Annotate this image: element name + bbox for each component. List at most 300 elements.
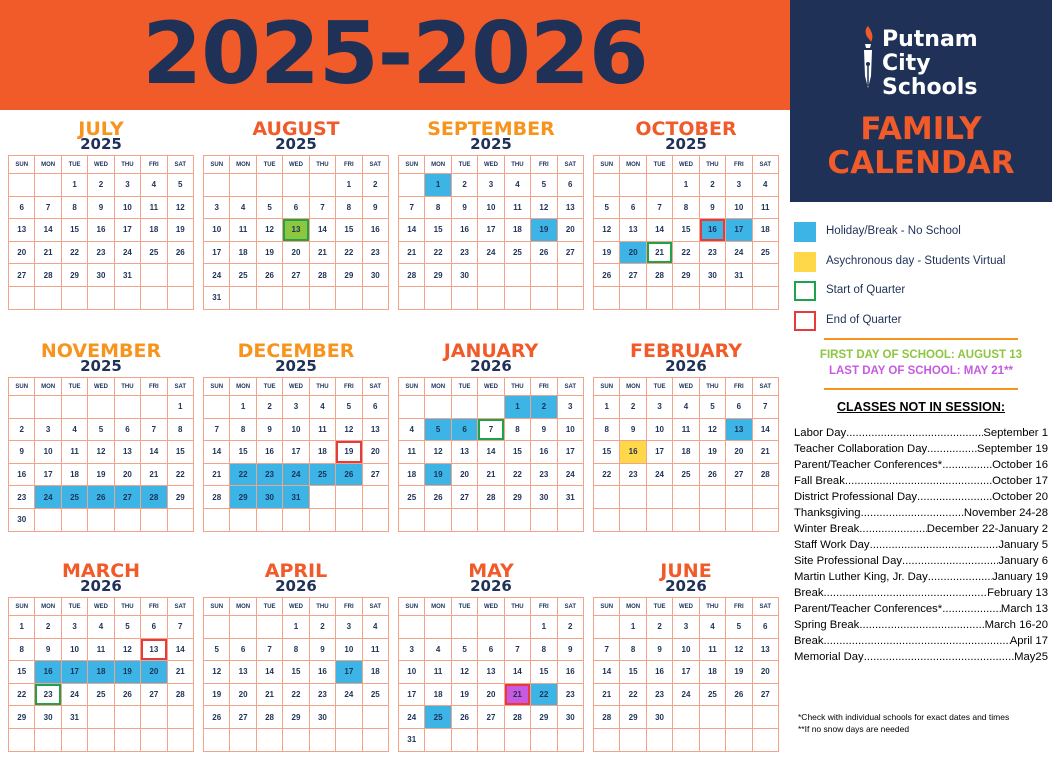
day-cell: 25 xyxy=(62,486,88,509)
day-cell: 3 xyxy=(35,419,61,442)
event-row xyxy=(794,427,1048,443)
empty-cell xyxy=(594,509,620,532)
day-cell: 10 xyxy=(62,639,88,662)
legend-swatch xyxy=(794,252,816,272)
weekday-header: SUN xyxy=(9,378,35,396)
day-cell: 3 xyxy=(673,616,699,639)
empty-cell xyxy=(62,287,88,310)
empty-cell xyxy=(425,396,451,419)
district-name-line1: Putnam xyxy=(882,27,978,52)
day-cell: 6 xyxy=(9,197,35,220)
weekday-header: MON xyxy=(35,378,61,396)
day-cell: 26 xyxy=(531,242,557,265)
weekday-header: TUE xyxy=(257,598,283,616)
weekday-header: SUN xyxy=(594,378,620,396)
weekday-header: WED xyxy=(478,598,504,616)
empty-cell xyxy=(399,396,425,419)
day-cell: 17 xyxy=(673,661,699,684)
empty-cell xyxy=(478,264,504,287)
day-cell: 13 xyxy=(726,419,752,442)
last-day-of-school: LAST DAY OF SCHOOL: MAY 21** xyxy=(828,365,1014,377)
day-cell: 23 xyxy=(558,684,584,707)
sidebar-header xyxy=(790,0,1052,202)
day-cell: 28 xyxy=(399,264,425,287)
day-cell: 8 xyxy=(425,197,451,220)
day-cell: 24 xyxy=(283,464,309,487)
day-cell: 26 xyxy=(257,264,283,287)
empty-cell xyxy=(478,396,504,419)
day-cell: 16 xyxy=(700,219,726,242)
day-cell: 20 xyxy=(620,242,646,265)
day-cell: 7 xyxy=(753,396,779,419)
day-cell: 16 xyxy=(531,441,557,464)
day-cell: 1 xyxy=(62,174,88,197)
day-cell: 13 xyxy=(141,639,167,662)
day-cell: 17 xyxy=(478,219,504,242)
day-cell: 30 xyxy=(531,486,557,509)
empty-cell xyxy=(753,706,779,729)
empty-cell xyxy=(230,509,256,532)
empty-cell xyxy=(531,264,557,287)
day-cell: 11 xyxy=(700,639,726,662)
empty-cell xyxy=(700,706,726,729)
day-cell: 1 xyxy=(168,396,194,419)
day-cell: 23 xyxy=(700,242,726,265)
day-cell: 2 xyxy=(558,616,584,639)
day-cell: 18 xyxy=(505,219,531,242)
day-cell: 21 xyxy=(141,464,167,487)
empty-cell xyxy=(141,706,167,729)
event-leader-dots xyxy=(928,571,992,587)
day-cell: 26 xyxy=(700,464,726,487)
district-name-line2: City xyxy=(882,51,931,76)
weekday-header: TUE xyxy=(62,156,88,174)
day-cell: 21 xyxy=(647,242,673,265)
weekday-header: MON xyxy=(35,598,61,616)
day-cell: 20 xyxy=(230,684,256,707)
weekday-header: MON xyxy=(620,156,646,174)
divider xyxy=(824,338,1018,340)
empty-cell xyxy=(310,174,336,197)
empty-cell xyxy=(9,174,35,197)
day-cell: 17 xyxy=(35,464,61,487)
day-cell: 28 xyxy=(478,486,504,509)
event-date: October 20 xyxy=(992,491,1048,503)
day-cell: 8 xyxy=(9,639,35,662)
empty-cell xyxy=(9,287,35,310)
day-cell: 10 xyxy=(647,419,673,442)
day-cell: 26 xyxy=(594,264,620,287)
day-cell: 4 xyxy=(399,419,425,442)
empty-cell xyxy=(531,509,557,532)
weekday-header: THU xyxy=(310,598,336,616)
day-cell: 23 xyxy=(310,684,336,707)
day-cell: 28 xyxy=(168,684,194,707)
day-cell: 13 xyxy=(363,419,389,442)
day-cell: 5 xyxy=(700,396,726,419)
day-cell: 9 xyxy=(531,419,557,442)
empty-cell xyxy=(726,486,752,509)
weekday-header: TUE xyxy=(452,378,478,396)
weekday-header: SAT xyxy=(363,378,389,396)
weekday-header: FRI xyxy=(726,156,752,174)
day-cell: 29 xyxy=(336,264,362,287)
empty-cell xyxy=(558,264,584,287)
day-cell: 29 xyxy=(283,706,309,729)
empty-cell xyxy=(558,509,584,532)
month-name: MAY xyxy=(468,560,514,582)
weekday-header: SAT xyxy=(363,156,389,174)
empty-cell xyxy=(310,509,336,532)
day-cell: 5 xyxy=(336,396,362,419)
day-cell: 31 xyxy=(115,264,141,287)
weekday-header: SAT xyxy=(168,156,194,174)
month-grid xyxy=(203,155,389,310)
day-cell: 12 xyxy=(168,197,194,220)
day-cell: 3 xyxy=(558,396,584,419)
month-june xyxy=(593,562,779,752)
empty-cell xyxy=(647,174,673,197)
day-cell: 10 xyxy=(399,661,425,684)
day-cell: 24 xyxy=(558,464,584,487)
event-name: Thanksgiving xyxy=(794,507,861,519)
empty-cell xyxy=(425,729,451,752)
day-cell: 15 xyxy=(230,441,256,464)
day-cell: 28 xyxy=(505,706,531,729)
day-cell: 18 xyxy=(62,464,88,487)
empty-cell xyxy=(336,486,362,509)
day-cell: 21 xyxy=(204,464,230,487)
day-cell: 16 xyxy=(558,661,584,684)
day-cell: 8 xyxy=(673,197,699,220)
event-date: March 16-20 xyxy=(984,619,1048,631)
empty-cell xyxy=(399,174,425,197)
day-cell: 10 xyxy=(35,441,61,464)
event-row xyxy=(794,555,1048,571)
day-cell: 25 xyxy=(88,684,114,707)
day-cell: 18 xyxy=(399,464,425,487)
event-row xyxy=(794,635,1048,651)
legend-label: Start of Quarter xyxy=(826,284,906,296)
empty-cell xyxy=(753,486,779,509)
weekday-header: THU xyxy=(310,156,336,174)
day-cell: 12 xyxy=(594,219,620,242)
day-cell: 15 xyxy=(425,219,451,242)
empty-cell xyxy=(115,287,141,310)
day-cell: 7 xyxy=(505,639,531,662)
empty-cell xyxy=(478,729,504,752)
day-cell: 19 xyxy=(204,684,230,707)
weekday-header: FRI xyxy=(141,598,167,616)
empty-cell xyxy=(168,729,194,752)
day-cell: 5 xyxy=(531,174,557,197)
month-year: 2026 xyxy=(470,357,512,375)
empty-cell xyxy=(700,287,726,310)
empty-cell xyxy=(620,729,646,752)
day-cell: 19 xyxy=(452,684,478,707)
day-cell: 22 xyxy=(168,464,194,487)
day-cell: 27 xyxy=(753,684,779,707)
footnote: **If no snow days are needed xyxy=(798,724,910,734)
day-cell: 21 xyxy=(399,242,425,265)
day-cell: 29 xyxy=(230,486,256,509)
day-cell: 10 xyxy=(673,639,699,662)
weekday-header: SAT xyxy=(753,156,779,174)
events-list xyxy=(794,427,1048,667)
day-cell: 19 xyxy=(88,464,114,487)
day-cell: 2 xyxy=(531,396,557,419)
day-cell: 27 xyxy=(620,264,646,287)
event-row xyxy=(794,539,1048,555)
day-cell: 15 xyxy=(283,661,309,684)
empty-cell xyxy=(399,509,425,532)
day-cell: 7 xyxy=(310,197,336,220)
day-cell: 22 xyxy=(620,684,646,707)
day-cell: 16 xyxy=(88,219,114,242)
day-cell: 14 xyxy=(753,419,779,442)
day-cell: 16 xyxy=(310,661,336,684)
day-cell: 11 xyxy=(62,441,88,464)
event-date: January 6 xyxy=(998,555,1048,567)
day-cell: 14 xyxy=(647,219,673,242)
empty-cell xyxy=(594,729,620,752)
day-cell: 25 xyxy=(700,684,726,707)
day-cell: 14 xyxy=(399,219,425,242)
weekday-header: WED xyxy=(88,598,114,616)
day-cell: 30 xyxy=(647,706,673,729)
empty-cell xyxy=(363,729,389,752)
weekday-header: TUE xyxy=(257,156,283,174)
empty-cell xyxy=(620,287,646,310)
day-cell: 13 xyxy=(478,661,504,684)
day-cell: 13 xyxy=(230,661,256,684)
day-cell: 14 xyxy=(257,661,283,684)
empty-cell xyxy=(753,509,779,532)
empty-cell xyxy=(9,396,35,419)
empty-cell xyxy=(283,287,309,310)
weekday-header: FRI xyxy=(141,156,167,174)
month-name: SEPTEMBER xyxy=(427,118,555,140)
month-name: FEBRUARY xyxy=(630,340,742,362)
event-date: May25 xyxy=(1014,651,1048,663)
day-cell: 24 xyxy=(726,242,752,265)
empty-cell xyxy=(88,396,114,419)
empty-cell xyxy=(141,396,167,419)
event-row xyxy=(794,443,1048,459)
empty-cell xyxy=(230,729,256,752)
day-cell: 15 xyxy=(505,441,531,464)
month-year: 2025 xyxy=(275,135,317,153)
empty-cell xyxy=(115,509,141,532)
day-cell: 30 xyxy=(363,264,389,287)
weekday-header: SAT xyxy=(558,156,584,174)
day-cell: 19 xyxy=(168,219,194,242)
day-cell: 2 xyxy=(700,174,726,197)
day-cell: 6 xyxy=(620,197,646,220)
empty-cell xyxy=(753,264,779,287)
weekday-header: FRI xyxy=(726,598,752,616)
day-cell: 22 xyxy=(62,242,88,265)
day-cell: 14 xyxy=(594,661,620,684)
weekday-header: THU xyxy=(700,378,726,396)
day-cell: 2 xyxy=(9,419,35,442)
day-cell: 4 xyxy=(230,197,256,220)
event-name: Spring Break xyxy=(794,619,860,631)
day-cell: 8 xyxy=(620,639,646,662)
day-cell: 18 xyxy=(363,661,389,684)
day-cell: 5 xyxy=(88,419,114,442)
day-cell: 30 xyxy=(9,509,35,532)
day-cell: 9 xyxy=(363,197,389,220)
day-cell: 6 xyxy=(283,197,309,220)
day-cell: 4 xyxy=(363,616,389,639)
day-cell: 24 xyxy=(62,684,88,707)
day-cell: 23 xyxy=(452,242,478,265)
empty-cell xyxy=(204,616,230,639)
empty-cell xyxy=(230,287,256,310)
month-september xyxy=(398,120,584,310)
empty-cell xyxy=(753,729,779,752)
event-name: Winter Break xyxy=(794,523,860,535)
day-cell: 19 xyxy=(531,219,557,242)
empty-cell xyxy=(35,509,61,532)
month-august xyxy=(203,120,389,310)
day-cell: 15 xyxy=(62,219,88,242)
day-cell: 22 xyxy=(425,242,451,265)
day-cell: 18 xyxy=(425,684,451,707)
day-cell: 28 xyxy=(257,706,283,729)
day-cell: 25 xyxy=(673,464,699,487)
day-cell: 15 xyxy=(531,661,557,684)
weekday-header: THU xyxy=(505,598,531,616)
event-leader-dots xyxy=(942,459,992,475)
weekday-header: SAT xyxy=(558,378,584,396)
month-grid xyxy=(203,597,389,752)
empty-cell xyxy=(700,486,726,509)
empty-cell xyxy=(594,287,620,310)
day-cell: 30 xyxy=(700,264,726,287)
day-cell: 2 xyxy=(620,396,646,419)
empty-cell xyxy=(505,509,531,532)
district-name-line3: Schools xyxy=(882,75,978,100)
first-day-of-school: FIRST DAY OF SCHOOL: AUGUST 13 xyxy=(819,349,1023,361)
day-cell: 28 xyxy=(310,264,336,287)
day-cell: 17 xyxy=(336,661,362,684)
day-cell: 17 xyxy=(399,684,425,707)
day-cell: 11 xyxy=(399,441,425,464)
day-cell: 29 xyxy=(531,706,557,729)
weekday-header: MON xyxy=(230,378,256,396)
day-cell: 6 xyxy=(452,419,478,442)
day-cell: 25 xyxy=(753,242,779,265)
day-cell: 11 xyxy=(88,639,114,662)
day-cell: 18 xyxy=(88,661,114,684)
day-cell: 13 xyxy=(9,219,35,242)
day-cell: 12 xyxy=(726,639,752,662)
event-leader-dots xyxy=(864,651,1014,667)
empty-cell xyxy=(505,287,531,310)
day-cell: 6 xyxy=(726,396,752,419)
day-cell: 29 xyxy=(505,486,531,509)
month-name: OCTOBER xyxy=(635,118,737,140)
empty-cell xyxy=(310,287,336,310)
event-leader-dots xyxy=(917,491,992,507)
day-cell: 18 xyxy=(310,441,336,464)
day-cell: 18 xyxy=(230,242,256,265)
day-cell: 22 xyxy=(336,242,362,265)
event-leader-dots xyxy=(902,555,998,571)
weekday-header: FRI xyxy=(531,156,557,174)
day-cell: 6 xyxy=(141,616,167,639)
weekday-header: TUE xyxy=(647,598,673,616)
empty-cell xyxy=(257,509,283,532)
day-cell: 19 xyxy=(336,441,362,464)
event-date: September 1 xyxy=(983,427,1048,439)
day-cell: 13 xyxy=(115,441,141,464)
day-cell: 29 xyxy=(9,706,35,729)
event-name: Labor Day xyxy=(794,427,847,439)
event-leader-dots xyxy=(870,539,999,555)
month-name: JANUARY xyxy=(443,340,539,362)
day-cell: 23 xyxy=(88,242,114,265)
empty-cell xyxy=(62,729,88,752)
event-leader-dots xyxy=(824,587,988,603)
day-cell: 5 xyxy=(726,616,752,639)
empty-cell xyxy=(726,287,752,310)
day-cell: 26 xyxy=(726,684,752,707)
day-cell: 16 xyxy=(647,661,673,684)
empty-cell xyxy=(257,174,283,197)
empty-cell xyxy=(363,509,389,532)
weekday-header: TUE xyxy=(257,378,283,396)
weekday-header: THU xyxy=(115,156,141,174)
day-cell: 19 xyxy=(115,661,141,684)
empty-cell xyxy=(88,729,114,752)
weekday-header: TUE xyxy=(647,378,673,396)
day-cell: 11 xyxy=(425,661,451,684)
day-cell: 12 xyxy=(336,419,362,442)
weekday-header: SUN xyxy=(594,156,620,174)
month-grid xyxy=(398,597,584,752)
empty-cell xyxy=(168,509,194,532)
day-cell: 26 xyxy=(204,706,230,729)
day-cell: 5 xyxy=(168,174,194,197)
weekday-header: SAT xyxy=(753,598,779,616)
weekday-header: FRI xyxy=(336,378,362,396)
day-cell: 19 xyxy=(726,661,752,684)
event-name: Parent/Teacher Conferences* xyxy=(794,459,943,471)
month-name: AUGUST xyxy=(252,118,340,140)
day-cell: 28 xyxy=(594,706,620,729)
day-cell: 15 xyxy=(673,219,699,242)
empty-cell xyxy=(283,509,309,532)
empty-cell xyxy=(35,174,61,197)
day-cell: 14 xyxy=(168,639,194,662)
day-cell: 1 xyxy=(9,616,35,639)
month-july xyxy=(8,120,194,310)
empty-cell xyxy=(425,509,451,532)
day-cell: 4 xyxy=(700,616,726,639)
weekday-header: MON xyxy=(620,378,646,396)
day-cell: 30 xyxy=(310,706,336,729)
day-cell: 26 xyxy=(425,486,451,509)
legend-item xyxy=(794,309,1044,339)
day-cell: 5 xyxy=(594,197,620,220)
day-cell: 22 xyxy=(230,464,256,487)
day-cell: 5 xyxy=(257,197,283,220)
event-name: Parent/Teacher Conferences* xyxy=(794,603,943,615)
day-cell: 31 xyxy=(204,287,230,310)
